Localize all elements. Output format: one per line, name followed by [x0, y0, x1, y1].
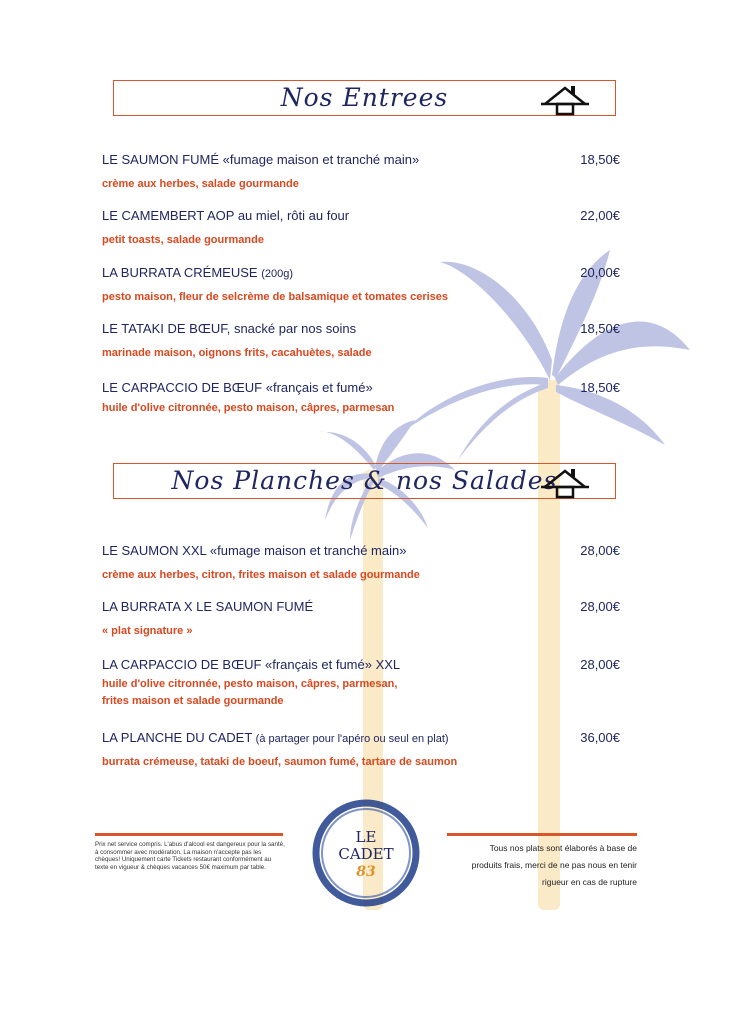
- menu-item: [102, 265, 620, 306]
- dish-description: « plat signature »: [102, 625, 193, 637]
- menu-item: [102, 599, 620, 640]
- dish-price: 28,00€: [580, 599, 620, 614]
- dish-name: LA BURRATA X LE SAUMON FUMÉ: [102, 599, 314, 614]
- section-title: Nos Entrees: [280, 83, 449, 112]
- dish-price: 22,00€: [580, 208, 620, 223]
- dish-name: LE SAUMON XXL «fumage maison et tranché main»: [102, 543, 407, 558]
- logo-line2: CADET: [338, 845, 394, 863]
- logo-line1: LE: [355, 828, 377, 846]
- dish-description: crème aux herbes, citron, frites maison et salade gourmande: [102, 569, 420, 581]
- menu-item: [102, 543, 620, 584]
- dish-name: LE TATAKI DE BŒUF, snacké par nos soins: [102, 321, 357, 336]
- menu-item: [102, 657, 620, 710]
- menu-item: [102, 321, 620, 362]
- dish-description: crème aux herbes, salade gourmande: [102, 178, 299, 190]
- dish-name: LE CARPACCIO DE BŒUF «français et fumé»: [102, 380, 373, 395]
- dish-price: 28,00€: [580, 657, 620, 672]
- menu-item: [102, 152, 620, 193]
- menu-item: [102, 208, 620, 249]
- dish-description: marinade maison, oignons frits, cacahuètes, salade: [102, 347, 372, 359]
- dish-price: 18,50€: [580, 380, 620, 395]
- dish-description: petit toasts, salade gourmande: [102, 234, 264, 246]
- section-header-planches: [113, 463, 616, 499]
- divider: [447, 833, 637, 836]
- dish-name: LA CARPACCIO DE BŒUF «français et fumé» XXL: [102, 657, 401, 672]
- divider: [95, 833, 283, 836]
- home-icon: [541, 465, 589, 499]
- dish-price: 18,50€: [580, 152, 620, 167]
- menu-item: [102, 730, 620, 771]
- dish-description: pesto maison, fleur de selcrème de balsamique et tomates cerises: [102, 291, 449, 303]
- logo-line3: 83: [356, 864, 376, 880]
- home-icon: [541, 82, 589, 116]
- dish-description: huile d'olive citronnée, pesto maison, câpres, parmesan: [102, 402, 395, 414]
- dish-price: 28,00€: [580, 543, 620, 558]
- legal-notice: Prix net service compris. L'abus d'alcool est dangereux pour la santé, à consommer avec modération. La maison n'accepte pas les chèques! Uniquement carte Tickets restaurant conformément au texte en vigueur & chèques vacances 50€ maximum par table.: [95, 833, 285, 871]
- dish-note: (200g): [261, 268, 293, 280]
- dish-name: LE CAMEMBERT AOP au miel, rôti au four: [102, 208, 350, 223]
- menu-item: [102, 380, 620, 417]
- dish-name: LA BURRATA CRÉMEUSE (200g): [102, 265, 293, 280]
- dish-price: 18,50€: [580, 321, 620, 336]
- dish-description: huile d'olive citronnée, pesto maison, câpres, parmesan, frites maison et salade gourmande: [102, 678, 398, 707]
- section-header-entrees: [113, 80, 616, 116]
- dish-price: 36,00€: [580, 730, 620, 745]
- restaurant-logo: [310, 797, 422, 909]
- section-title: Nos Planches & nos Salades: [171, 466, 558, 495]
- dish-name: LE SAUMON FUMÉ «fumage maison et tranché main»: [102, 152, 420, 167]
- dish-price: 20,00€: [580, 265, 620, 280]
- dish-description: burrata crémeuse, tataki de boeuf, saumon fumé, tartare de saumon: [102, 756, 458, 768]
- dish-note: (à partager pour l'apéro ou seul en plat): [255, 733, 449, 745]
- dish-name: LA PLANCHE DU CADET (à partager pour l'apéro ou seul en plat): [102, 730, 449, 745]
- fresh-products-notice: Tous nos plats sont élaborés à base de produits frais, merci de ne pas nous en tenir rigueur en cas de rupture: [447, 833, 637, 887]
